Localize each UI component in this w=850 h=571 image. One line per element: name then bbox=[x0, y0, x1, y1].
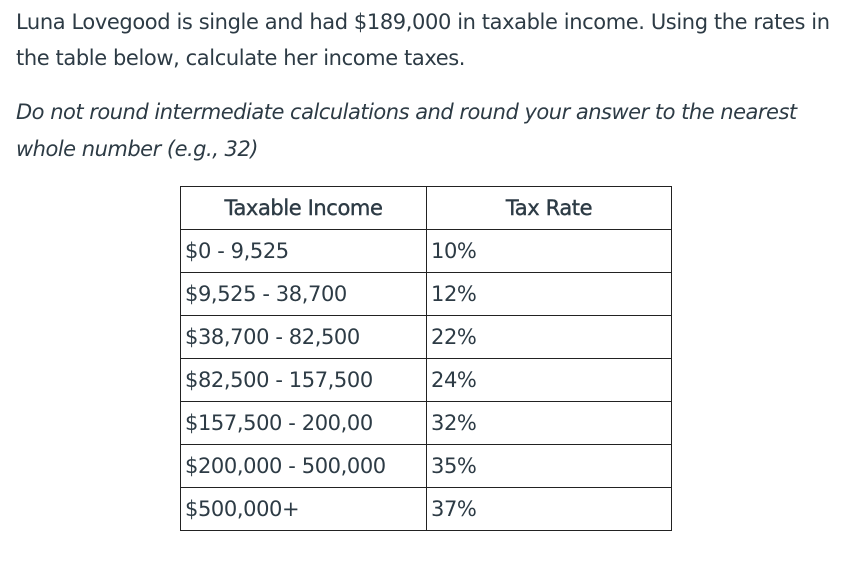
income-bracket-cell: $200,000 - 500,000 bbox=[181, 445, 427, 488]
header-taxable-income: Taxable Income bbox=[181, 187, 427, 230]
table-row bbox=[181, 445, 672, 488]
table-row bbox=[181, 316, 672, 359]
rounding-instruction: Do not round intermediate calculations and round your answer to the nearest whole number (e.g., 32) bbox=[16, 100, 797, 161]
income-bracket-cell: $82,500 - 157,500 bbox=[181, 359, 427, 402]
table-row bbox=[181, 359, 672, 402]
tax-rate-table bbox=[180, 186, 672, 531]
income-bracket-cell: $38,700 - 82,500 bbox=[181, 316, 427, 359]
table-row bbox=[181, 273, 672, 316]
question-text: Luna Lovegood is single and had $189,000 in taxable income. Using the rates in the table below, calculate her income taxes. bbox=[16, 10, 830, 70]
tax-rate-cell: 10% bbox=[427, 230, 672, 273]
table-row bbox=[181, 488, 672, 531]
income-bracket-cell: $157,500 - 200,00 bbox=[181, 402, 427, 445]
table-row bbox=[181, 402, 672, 445]
tax-rate-cell: 22% bbox=[427, 316, 672, 359]
tax-rate-cell: 37% bbox=[427, 488, 672, 531]
table-header-row bbox=[181, 187, 672, 230]
tax-rate-cell: 12% bbox=[427, 273, 672, 316]
tax-rate-cell: 32% bbox=[427, 402, 672, 445]
tax-rate-cell: 35% bbox=[427, 445, 672, 488]
income-bracket-cell: $500,000+ bbox=[181, 488, 427, 531]
tax-rate-cell: 24% bbox=[427, 359, 672, 402]
income-bracket-cell: $9,525 - 38,700 bbox=[181, 273, 427, 316]
income-bracket-cell: $0 - 9,525 bbox=[181, 230, 427, 273]
table-row bbox=[181, 230, 672, 273]
header-tax-rate: Tax Rate bbox=[427, 187, 672, 230]
